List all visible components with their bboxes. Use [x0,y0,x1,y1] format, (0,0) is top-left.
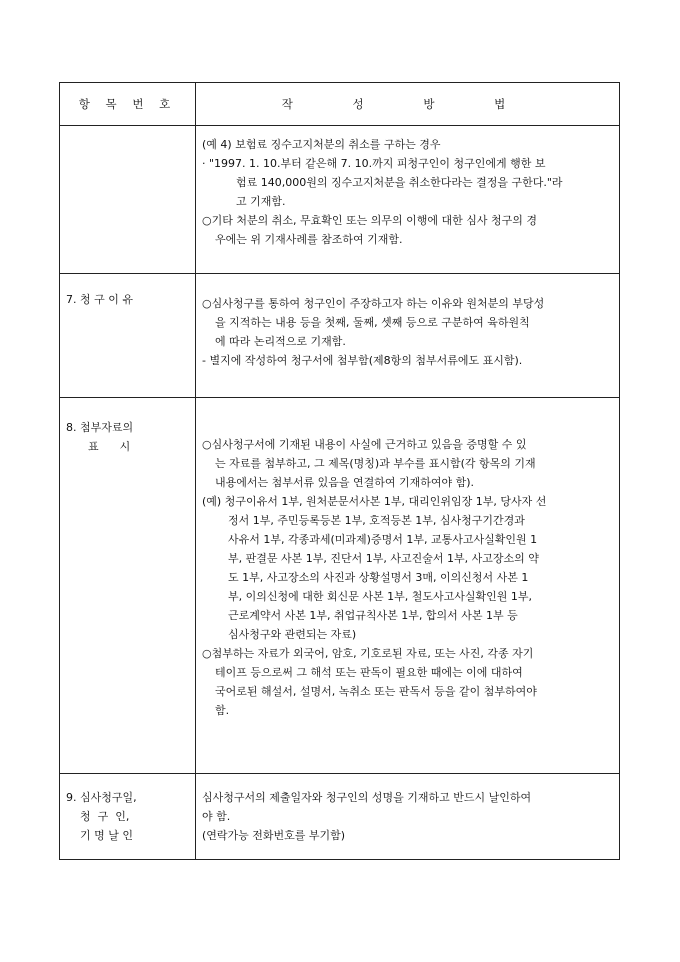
row-label-cell [60,398,196,773]
text-line: 에 따라 논리적으로 기재함. [215,335,346,348]
row-label: 기 명 날 인 [80,829,133,842]
row-content-cell [196,274,619,397]
text-line: 근로계약서 사본 1부, 취업규칙사본 1부, 합의서 사본 1부 등 [228,609,518,622]
text-line: 우에는 위 기재사례를 참조하여 기재함. [215,233,403,246]
row-label-cell [60,126,196,273]
text-line: 함. [215,704,230,717]
row-label: 9. 심사청구일, [66,791,137,804]
header-method-label: 작 성 방 법 [281,97,534,111]
row-label: 표 시 [88,440,131,453]
table-row-claim-reason [60,273,619,397]
text-line: ○심사청구서에 기재된 내용이 사실에 근거하고 있음을 증명할 수 있 [202,438,527,451]
row-label: 청 구 인, [80,810,130,823]
text-line: 사유서 1부, 각종과세(미과제)증명서 1부, 교통사고사실확인원 1 [228,533,538,546]
text-line: (예) 청구이유서 1부, 원처분문서사본 1부, 대리인위임장 1부, 당사자 선 [202,495,547,508]
row-label-cell [60,274,196,397]
text-line: (예 4) 보험료 징수고지처분의 취소를 구하는 경우 [202,138,441,151]
text-line: 험료 140,000원의 징수고지처분을 취소한다라는 결정을 구한다."라 [236,176,563,189]
text-line: · "1997. 1. 10.부터 같은해 7. 10.까지 피청구인이 청구인에게 행한 보 [202,157,546,170]
row-content-cell [196,126,619,273]
text-line: 심사청구와 관련되는 자료) [228,628,357,641]
row-label: 8. 첨부자료의 [66,421,134,434]
text-line: ○심사청구를 통하여 청구인이 주장하고자 하는 이유와 원처분의 부당성 [202,297,545,310]
table-row-example-4 [60,125,619,273]
text-line: - 별지에 작성하여 청구서에 첨부함(제8항의 첨부서류에도 표시함). [202,354,523,367]
text-line: 는 자료를 첨부하고, 그 제목(명칭)과 부수를 표시함(각 항목의 기재 [215,457,536,470]
text-line: 테이프 등으로써 그 해석 또는 판독이 필요한 때에는 이에 대하여 [215,666,523,679]
text-line: 심사청구서의 제출일자와 청구인의 성명을 기재하고 반드시 날인하여 [202,791,532,804]
text-line: 부, 이의신청에 대한 회신문 사본 1부, 철도사고사실확인원 1부, [228,590,532,603]
text-line: 부, 판결문 사본 1부, 진단서 1부, 사고진술서 1부, 사고장소의 약 [228,552,539,565]
row-label: 7. 청 구 이 유 [66,293,133,306]
table-row-attachments [60,397,619,773]
header-item-number-label: 항 목 번 호 [78,97,177,111]
guide-table [59,82,620,860]
row-content-cell [196,774,619,859]
table-header-row [60,83,619,125]
text-line: 도 1부, 사고장소의 사진과 상황설명서 3매, 이의신청서 사본 1 [228,571,529,584]
text-line: 국어로된 해설서, 설명서, 녹취소 또는 판독서 등을 같이 첨부하여야 [215,685,537,698]
table-row-signature [60,773,619,859]
header-col-method [196,83,619,125]
header-col-item-number [60,83,196,125]
text-line: ○기타 처분의 취소, 무효확인 또는 의무의 이행에 대한 심사 청구의 경 [202,214,537,227]
text-line: ○첨부하는 자료가 외국어, 암호, 기호로된 자료, 또는 사진, 각종 자기 [202,647,534,660]
text-line: 고 기재함. [236,195,286,208]
text-line: 을 지적하는 내용 등을 첫째, 둘째, 셋째 등으로 구분하여 육하원칙 [215,316,530,329]
row-content-cell [196,398,619,773]
row-label-cell [60,774,196,859]
text-line: 야 함. [202,810,231,823]
text-line: 정서 1부, 주민등록등본 1부, 호적등본 1부, 심사청구기간경과 [228,514,525,527]
text-line: (연락가능 전화번호를 부기함) [202,829,346,842]
text-line: 내용에서는 첨부서류 있음을 연결하여 기재하여야 함). [215,476,475,489]
